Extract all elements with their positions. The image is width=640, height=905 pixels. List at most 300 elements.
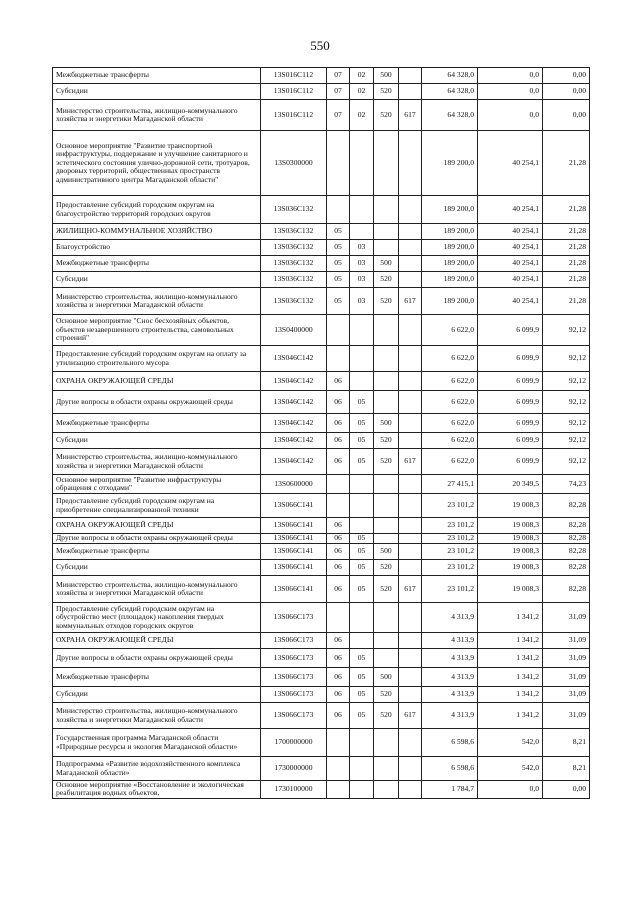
executed-amount: 1 341,2 bbox=[478, 633, 543, 649]
execution-percent: 92,12 bbox=[543, 414, 590, 433]
execution-percent: 82,28 bbox=[543, 560, 590, 576]
admin-code bbox=[399, 757, 422, 781]
executed-amount: 40 254,1 bbox=[478, 196, 543, 224]
item-name: Предоставление субсидий городским округам на обустройство мест (площадок) накопления твердых коммунальных отходов городских округов bbox=[53, 603, 261, 633]
section-code: 06 bbox=[327, 687, 350, 703]
target-article-code: 13S036C132 bbox=[261, 196, 327, 224]
subsection-code: 05 bbox=[350, 433, 374, 449]
target-article-code: 13S066C173 bbox=[261, 603, 327, 633]
item-name: Предоставление субсидий городским округам на благоустройство территорий городских округов bbox=[53, 196, 261, 224]
table-row bbox=[53, 781, 590, 799]
subsection-code bbox=[350, 757, 374, 781]
item-name: Субсидии bbox=[53, 84, 261, 100]
expense-type-code: 520 bbox=[374, 100, 399, 131]
subsection-code: 02 bbox=[350, 84, 374, 100]
execution-percent: 92,12 bbox=[543, 433, 590, 449]
section-code: 06 bbox=[327, 518, 350, 534]
table-row bbox=[53, 196, 590, 224]
table-row bbox=[53, 576, 590, 603]
section-code: 06 bbox=[327, 576, 350, 603]
subsection-code bbox=[350, 372, 374, 391]
expense-type-code bbox=[374, 346, 399, 372]
subsection-code: 05 bbox=[350, 668, 374, 687]
executed-amount: 1 341,2 bbox=[478, 668, 543, 687]
item-name: Министерство строительства, жилищно-коммунального хозяйства и энергетики Магаданской области bbox=[53, 576, 261, 603]
table-row bbox=[53, 668, 590, 687]
approved-amount: 1 784,7 bbox=[422, 781, 478, 799]
expense-type-code bbox=[374, 315, 399, 346]
executed-amount: 0,0 bbox=[478, 781, 543, 799]
section-code: 06 bbox=[327, 414, 350, 433]
expense-type-code bbox=[374, 224, 399, 240]
executed-amount: 19 008,3 bbox=[478, 518, 543, 534]
target-article-code: 13S016C112 bbox=[261, 68, 327, 84]
admin-code bbox=[399, 781, 422, 799]
table-row bbox=[53, 372, 590, 391]
expense-type-code bbox=[374, 603, 399, 633]
target-article-code: 13S066C141 bbox=[261, 518, 327, 534]
table-row bbox=[53, 475, 590, 494]
approved-amount: 189 200,0 bbox=[422, 224, 478, 240]
execution-percent: 92,12 bbox=[543, 346, 590, 372]
item-name: ЖИЛИЩНО-КОММУНАЛЬНОЕ ХОЗЯЙСТВО bbox=[53, 224, 261, 240]
execution-percent: 82,28 bbox=[543, 518, 590, 534]
expense-type-code bbox=[374, 131, 399, 196]
target-article-code: 13S066C141 bbox=[261, 494, 327, 518]
target-article-code: 13S066C173 bbox=[261, 687, 327, 703]
approved-amount: 6 622,0 bbox=[422, 315, 478, 346]
subsection-code bbox=[350, 494, 374, 518]
approved-amount: 4 313,9 bbox=[422, 687, 478, 703]
target-article-code: 13S036C132 bbox=[261, 256, 327, 272]
subsection-code: 03 bbox=[350, 272, 374, 288]
table-row bbox=[53, 288, 590, 315]
table-row bbox=[53, 449, 590, 475]
approved-amount: 6 622,0 bbox=[422, 433, 478, 449]
item-name: Министерство строительства, жилищно-коммунального хозяйства и энергетики Магаданской области bbox=[53, 288, 261, 315]
item-name: Другие вопросы в области охраны окружающей среды bbox=[53, 534, 261, 544]
table-row bbox=[53, 131, 590, 196]
executed-amount: 40 254,1 bbox=[478, 288, 543, 315]
item-name: Субсидии bbox=[53, 687, 261, 703]
subsection-code: 05 bbox=[350, 703, 374, 729]
table-row bbox=[53, 534, 590, 544]
subsection-code: 05 bbox=[350, 534, 374, 544]
item-name: Субсидии bbox=[53, 560, 261, 576]
executed-amount: 6 099,9 bbox=[478, 346, 543, 372]
expense-type-code bbox=[374, 534, 399, 544]
budget-table bbox=[52, 67, 590, 799]
execution-percent: 82,28 bbox=[543, 576, 590, 603]
item-name: Межбюджетные трансферты bbox=[53, 668, 261, 687]
item-name: ОХРАНА ОКРУЖАЮЩЕЙ СРЕДЫ bbox=[53, 518, 261, 534]
admin-code: 617 bbox=[399, 288, 422, 315]
admin-code bbox=[399, 391, 422, 414]
target-article-code: 13S0300000 bbox=[261, 131, 327, 196]
target-article-code: 13S046C142 bbox=[261, 391, 327, 414]
executed-amount: 19 008,3 bbox=[478, 576, 543, 603]
target-article-code: 13S046C142 bbox=[261, 433, 327, 449]
approved-amount: 4 313,9 bbox=[422, 603, 478, 633]
approved-amount: 189 200,0 bbox=[422, 131, 478, 196]
subsection-code: 05 bbox=[350, 414, 374, 433]
admin-code bbox=[399, 494, 422, 518]
section-code: 07 bbox=[327, 84, 350, 100]
executed-amount: 0,0 bbox=[478, 68, 543, 84]
expense-type-code: 500 bbox=[374, 256, 399, 272]
target-article-code: 1730000000 bbox=[261, 757, 327, 781]
approved-amount: 4 313,9 bbox=[422, 668, 478, 687]
execution-percent: 31,09 bbox=[543, 668, 590, 687]
subsection-code bbox=[350, 729, 374, 757]
table-row bbox=[53, 687, 590, 703]
approved-amount: 64 328,0 bbox=[422, 100, 478, 131]
executed-amount: 0,0 bbox=[478, 84, 543, 100]
executed-amount: 6 099,9 bbox=[478, 315, 543, 346]
item-name: Благоустройство bbox=[53, 240, 261, 256]
admin-code bbox=[399, 518, 422, 534]
expense-type-code: 500 bbox=[374, 68, 399, 84]
table-row bbox=[53, 346, 590, 372]
approved-amount: 6 622,0 bbox=[422, 414, 478, 433]
execution-percent: 0,00 bbox=[543, 100, 590, 131]
subsection-code: 05 bbox=[350, 544, 374, 560]
admin-code bbox=[399, 687, 422, 703]
target-article-code: 13S0600000 bbox=[261, 475, 327, 494]
approved-amount: 4 313,9 bbox=[422, 649, 478, 668]
section-code: 06 bbox=[327, 668, 350, 687]
expense-type-code bbox=[374, 372, 399, 391]
table-row bbox=[53, 315, 590, 346]
table-row bbox=[53, 757, 590, 781]
execution-percent: 92,12 bbox=[543, 449, 590, 475]
subsection-code bbox=[350, 315, 374, 346]
item-name: Предоставление субсидий городским округам на приобретение специализированной техники bbox=[53, 494, 261, 518]
section-code: 06 bbox=[327, 372, 350, 391]
section-code bbox=[327, 196, 350, 224]
expense-type-code bbox=[374, 475, 399, 494]
executed-amount: 0,0 bbox=[478, 100, 543, 131]
executed-amount: 6 099,9 bbox=[478, 414, 543, 433]
execution-percent: 21,28 bbox=[543, 256, 590, 272]
table-row bbox=[53, 433, 590, 449]
executed-amount: 1 341,2 bbox=[478, 703, 543, 729]
approved-amount: 6 622,0 bbox=[422, 449, 478, 475]
admin-code bbox=[399, 603, 422, 633]
expense-type-code bbox=[374, 196, 399, 224]
execution-percent: 31,09 bbox=[543, 603, 590, 633]
expense-type-code bbox=[374, 494, 399, 518]
subsection-code: 03 bbox=[350, 240, 374, 256]
item-name: Основное мероприятие "Снос бесхозяйных объектов, объектов незавершенного строительства, самовольных строений" bbox=[53, 315, 261, 346]
execution-percent: 82,28 bbox=[543, 544, 590, 560]
section-code bbox=[327, 315, 350, 346]
expense-type-code bbox=[374, 757, 399, 781]
section-code bbox=[327, 781, 350, 799]
execution-percent: 0,00 bbox=[543, 781, 590, 799]
table-row bbox=[53, 391, 590, 414]
target-article-code: 13S066C173 bbox=[261, 649, 327, 668]
table-row bbox=[53, 494, 590, 518]
target-article-code: 13S0400000 bbox=[261, 315, 327, 346]
execution-percent: 21,28 bbox=[543, 288, 590, 315]
admin-code bbox=[399, 729, 422, 757]
table-row bbox=[53, 649, 590, 668]
execution-percent: 0,00 bbox=[543, 68, 590, 84]
section-code: 06 bbox=[327, 449, 350, 475]
target-article-code: 13S036C132 bbox=[261, 288, 327, 315]
admin-code bbox=[399, 131, 422, 196]
execution-percent: 21,28 bbox=[543, 240, 590, 256]
execution-percent: 21,28 bbox=[543, 272, 590, 288]
item-name: ОХРАНА ОКРУЖАЮЩЕЙ СРЕДЫ bbox=[53, 633, 261, 649]
target-article-code: 13S046C142 bbox=[261, 372, 327, 391]
approved-amount: 23 101,2 bbox=[422, 534, 478, 544]
execution-percent: 31,09 bbox=[543, 633, 590, 649]
executed-amount: 542,0 bbox=[478, 729, 543, 757]
target-article-code: 13S066C173 bbox=[261, 633, 327, 649]
item-name: ОХРАНА ОКРУЖАЮЩЕЙ СРЕДЫ bbox=[53, 372, 261, 391]
execution-percent: 92,12 bbox=[543, 372, 590, 391]
admin-code bbox=[399, 272, 422, 288]
execution-percent: 0,00 bbox=[543, 84, 590, 100]
approved-amount: 23 101,2 bbox=[422, 494, 478, 518]
executed-amount: 542,0 bbox=[478, 757, 543, 781]
approved-amount: 189 200,0 bbox=[422, 288, 478, 315]
admin-code bbox=[399, 534, 422, 544]
target-article-code: 13S066C141 bbox=[261, 534, 327, 544]
subsection-code: 02 bbox=[350, 68, 374, 84]
item-name: Государственная программа Магаданской области «Природные ресурсы и экология Магаданской области» bbox=[53, 729, 261, 757]
executed-amount: 40 254,1 bbox=[478, 272, 543, 288]
executed-amount: 19 008,3 bbox=[478, 560, 543, 576]
approved-amount: 189 200,0 bbox=[422, 196, 478, 224]
section-code: 07 bbox=[327, 68, 350, 84]
admin-code bbox=[399, 256, 422, 272]
target-article-code: 13S036C132 bbox=[261, 224, 327, 240]
approved-amount: 64 328,0 bbox=[422, 84, 478, 100]
subsection-code bbox=[350, 224, 374, 240]
subsection-code: 05 bbox=[350, 560, 374, 576]
execution-percent: 31,09 bbox=[543, 703, 590, 729]
admin-code bbox=[399, 315, 422, 346]
item-name: Основное мероприятие "Развитие инфраструктуры обращения с отходами" bbox=[53, 475, 261, 494]
subsection-code: 05 bbox=[350, 391, 374, 414]
section-code: 06 bbox=[327, 534, 350, 544]
admin-code bbox=[399, 372, 422, 391]
subsection-code bbox=[350, 475, 374, 494]
admin-code bbox=[399, 633, 422, 649]
table-row bbox=[53, 560, 590, 576]
section-code bbox=[327, 757, 350, 781]
approved-amount: 27 415,1 bbox=[422, 475, 478, 494]
execution-percent: 21,28 bbox=[543, 224, 590, 240]
item-name: Межбюджетные трансферты bbox=[53, 68, 261, 84]
section-code bbox=[327, 475, 350, 494]
item-name: Субсидии bbox=[53, 433, 261, 449]
subsection-code: 05 bbox=[350, 649, 374, 668]
item-name: Основное мероприятие «Восстановление и экологическая реабилитация водных объектов, bbox=[53, 781, 261, 799]
expense-type-code: 520 bbox=[374, 576, 399, 603]
approved-amount: 4 313,9 bbox=[422, 703, 478, 729]
target-article-code: 1700000000 bbox=[261, 729, 327, 757]
admin-code bbox=[399, 560, 422, 576]
target-article-code: 13S046C142 bbox=[261, 449, 327, 475]
target-article-code: 1730100000 bbox=[261, 781, 327, 799]
execution-percent: 74,23 bbox=[543, 475, 590, 494]
expense-type-code bbox=[374, 649, 399, 668]
admin-code bbox=[399, 475, 422, 494]
execution-percent: 21,28 bbox=[543, 196, 590, 224]
item-name: Другие вопросы в области охраны окружающей среды bbox=[53, 391, 261, 414]
executed-amount: 1 341,2 bbox=[478, 603, 543, 633]
budget-table-body bbox=[53, 68, 590, 799]
approved-amount: 189 200,0 bbox=[422, 256, 478, 272]
executed-amount: 40 254,1 bbox=[478, 224, 543, 240]
item-name: Предоставление субсидий городским округам на оплату за утилизацию строительного мусора bbox=[53, 346, 261, 372]
admin-code bbox=[399, 68, 422, 84]
approved-amount: 6 622,0 bbox=[422, 346, 478, 372]
admin-code bbox=[399, 668, 422, 687]
expense-type-code bbox=[374, 729, 399, 757]
subsection-code: 03 bbox=[350, 288, 374, 315]
expense-type-code: 500 bbox=[374, 414, 399, 433]
table-row bbox=[53, 603, 590, 633]
executed-amount: 20 349,5 bbox=[478, 475, 543, 494]
section-code: 06 bbox=[327, 649, 350, 668]
target-article-code: 13S016C112 bbox=[261, 100, 327, 131]
executed-amount: 40 254,1 bbox=[478, 256, 543, 272]
section-code bbox=[327, 494, 350, 518]
target-article-code: 13S036C132 bbox=[261, 240, 327, 256]
section-code bbox=[327, 346, 350, 372]
item-name: Министерство строительства, жилищно-коммунального хозяйства и энергетики Магаданской области bbox=[53, 449, 261, 475]
expense-type-code bbox=[374, 518, 399, 534]
subsection-code bbox=[350, 603, 374, 633]
target-article-code: 13S066C141 bbox=[261, 560, 327, 576]
subsection-code: 05 bbox=[350, 449, 374, 475]
section-code bbox=[327, 729, 350, 757]
subsection-code: 03 bbox=[350, 256, 374, 272]
table-row bbox=[53, 703, 590, 729]
subsection-code bbox=[350, 346, 374, 372]
table-row bbox=[53, 68, 590, 84]
executed-amount: 40 254,1 bbox=[478, 131, 543, 196]
execution-percent: 8,21 bbox=[543, 757, 590, 781]
expense-type-code: 520 bbox=[374, 288, 399, 315]
section-code: 06 bbox=[327, 560, 350, 576]
executed-amount: 6 099,9 bbox=[478, 449, 543, 475]
approved-amount: 23 101,2 bbox=[422, 576, 478, 603]
item-name: Основное мероприятие "Развитие транспортной инфраструктуры, поддержание и улучшение санитарного и эстетического состояния улично-дорожной сети, тротуаров, дворовых территорий, общественных пространств административного центра Магаданской области" bbox=[53, 131, 261, 196]
expense-type-code: 500 bbox=[374, 544, 399, 560]
target-article-code: 13S016C112 bbox=[261, 84, 327, 100]
subsection-code bbox=[350, 196, 374, 224]
admin-code bbox=[399, 649, 422, 668]
subsection-code bbox=[350, 633, 374, 649]
admin-code bbox=[399, 84, 422, 100]
section-code: 05 bbox=[327, 240, 350, 256]
target-article-code: 13S066C173 bbox=[261, 668, 327, 687]
approved-amount: 23 101,2 bbox=[422, 518, 478, 534]
item-name: Межбюджетные трансферты bbox=[53, 414, 261, 433]
execution-percent: 21,28 bbox=[543, 131, 590, 196]
expense-type-code: 520 bbox=[374, 703, 399, 729]
expense-type-code bbox=[374, 781, 399, 799]
admin-code bbox=[399, 346, 422, 372]
expense-type-code: 500 bbox=[374, 668, 399, 687]
approved-amount: 4 313,9 bbox=[422, 633, 478, 649]
approved-amount: 189 200,0 bbox=[422, 240, 478, 256]
expense-type-code bbox=[374, 240, 399, 256]
table-row bbox=[53, 544, 590, 560]
table-row bbox=[53, 240, 590, 256]
expense-type-code: 520 bbox=[374, 84, 399, 100]
item-name: Подпрограмма «Развитие водохозяйственного комплекса Магаданской области» bbox=[53, 757, 261, 781]
item-name: Министерство строительства, жилищно-коммунального хозяйства и энергетики Магаданской области bbox=[53, 100, 261, 131]
section-code: 06 bbox=[327, 703, 350, 729]
subsection-code bbox=[350, 131, 374, 196]
executed-amount: 19 008,3 bbox=[478, 544, 543, 560]
execution-percent: 8,21 bbox=[543, 729, 590, 757]
table-row bbox=[53, 224, 590, 240]
target-article-code: 13S066C173 bbox=[261, 703, 327, 729]
admin-code bbox=[399, 414, 422, 433]
section-code: 07 bbox=[327, 100, 350, 131]
section-code: 06 bbox=[327, 433, 350, 449]
admin-code bbox=[399, 544, 422, 560]
item-name: Субсидии bbox=[53, 272, 261, 288]
subsection-code bbox=[350, 518, 374, 534]
executed-amount: 19 008,3 bbox=[478, 494, 543, 518]
table-row bbox=[53, 272, 590, 288]
subsection-code bbox=[350, 781, 374, 799]
execution-percent: 31,09 bbox=[543, 687, 590, 703]
section-code: 06 bbox=[327, 544, 350, 560]
executed-amount: 1 341,2 bbox=[478, 687, 543, 703]
expense-type-code bbox=[374, 633, 399, 649]
table-row bbox=[53, 518, 590, 534]
subsection-code: 05 bbox=[350, 576, 374, 603]
item-name: Другие вопросы в области охраны окружающей среды bbox=[53, 649, 261, 668]
execution-percent: 82,28 bbox=[543, 534, 590, 544]
admin-code bbox=[399, 240, 422, 256]
admin-code: 617 bbox=[399, 703, 422, 729]
target-article-code: 13S036C132 bbox=[261, 272, 327, 288]
admin-code bbox=[399, 224, 422, 240]
admin-code: 617 bbox=[399, 449, 422, 475]
section-code: 05 bbox=[327, 288, 350, 315]
item-name: Межбюджетные трансферты bbox=[53, 256, 261, 272]
approved-amount: 189 200,0 bbox=[422, 272, 478, 288]
execution-percent: 92,12 bbox=[543, 391, 590, 414]
item-name: Межбюджетные трансферты bbox=[53, 544, 261, 560]
table-row bbox=[53, 414, 590, 433]
approved-amount: 6 598,6 bbox=[422, 757, 478, 781]
target-article-code: 13S046C142 bbox=[261, 414, 327, 433]
item-name: Министерство строительства, жилищно-коммунального хозяйства и энергетики Магаданской области bbox=[53, 703, 261, 729]
expense-type-code: 520 bbox=[374, 449, 399, 475]
approved-amount: 6 598,6 bbox=[422, 729, 478, 757]
section-code bbox=[327, 603, 350, 633]
expense-type-code: 520 bbox=[374, 272, 399, 288]
execution-percent: 31,09 bbox=[543, 649, 590, 668]
page-number: 550 bbox=[310, 38, 330, 53]
admin-code: 617 bbox=[399, 100, 422, 131]
executed-amount: 19 008,3 bbox=[478, 534, 543, 544]
target-article-code: 13S066C141 bbox=[261, 544, 327, 560]
expense-type-code bbox=[374, 391, 399, 414]
